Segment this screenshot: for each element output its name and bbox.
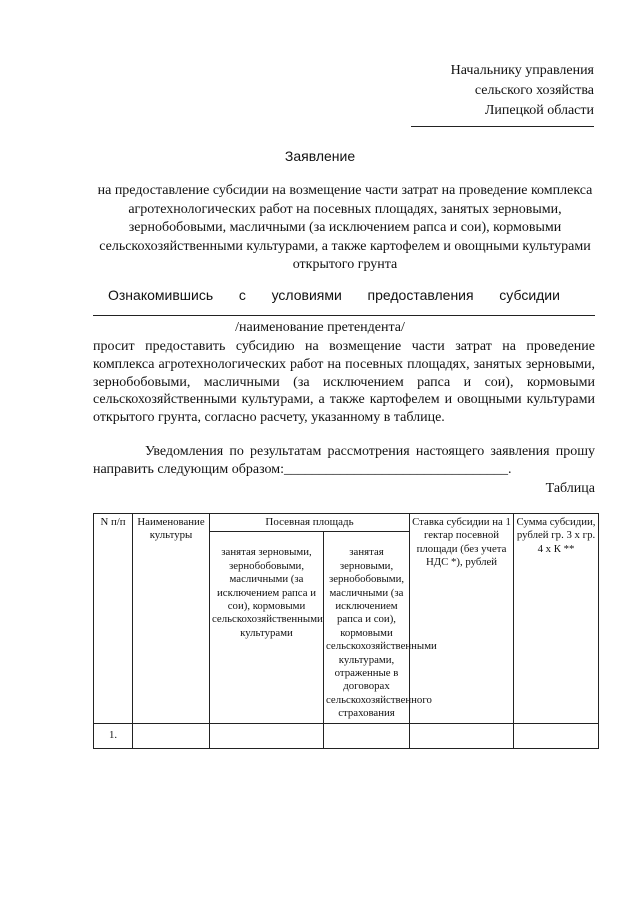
acquainted-word-4: предоставления xyxy=(367,287,474,303)
acquainted-word-3: условиями xyxy=(271,287,342,303)
document-title: Заявление xyxy=(284,148,356,164)
applicant-caption: /наименование претендента/ xyxy=(235,320,405,335)
header-crop-name: Наименование культуры xyxy=(133,514,210,724)
acquainted-word-2: с xyxy=(238,287,246,303)
notification-paragraph xyxy=(93,443,595,479)
table-cell-crop-input[interactable] xyxy=(133,723,210,748)
request-paragraph: просит предоставить субсидию на возмещение части затрат на проведение комплекса агротехнологических работ на посевных площадях, занятых зерновыми, зернобобовыми, масличными (за исключением рапса и сои), кормовыми сельскохозяйственными культурами, а также картофелем и овощными культурами открытого грунта, согласно расчету, указанному в таблице. xyxy=(93,339,595,426)
addressee-line-2: сельского хозяйства xyxy=(474,83,594,98)
addressee-block xyxy=(451,61,594,121)
header-area-insured: занятая зерновыми, зернобобовыми, масличными (за исключением рапса и сои), кормовыми сельскохозяйственными культурами, отраженные в договорах сельскохозяйственного страхования xyxy=(324,532,410,723)
header-sown-area: Посевная площадь xyxy=(210,514,410,532)
table-cell-num: 1. xyxy=(94,723,133,748)
table-cell-rate-input[interactable] xyxy=(410,723,514,748)
subsidy-table xyxy=(93,513,599,749)
header-subsidy-sum: Сумма субсидии, рублей гр. 3 x гр. 4 x К ** xyxy=(514,514,599,724)
addressee-signature-line xyxy=(411,126,594,127)
notification-text: Уведомления по результатам рассмотрения настоящего заявления прошу направить следующим образом: xyxy=(93,444,595,477)
document-subtitle: на предоставление субсидии на возмещение части затрат на проведение комплекса агротехнологических работ на посевных площадях, занятых зерновыми, зернобобовыми, масличными (за исключением рапса и сои), кормовыми сельскохозяйственными культурами, а также картофелем и овощными культурами открытого грунта xyxy=(97,183,593,272)
notification-end: . xyxy=(508,461,512,477)
header-num: N п/п xyxy=(94,514,133,724)
notification-blank: ________________________________ xyxy=(284,461,509,477)
table-header-row xyxy=(94,514,599,532)
header-subsidy-rate: Ставка субсидии на 1 гектар посевной площади (без учета НДС *), рублей xyxy=(410,514,514,724)
table-cell-area-b-input[interactable] xyxy=(324,723,410,748)
applicant-fill-line xyxy=(93,315,595,316)
table-cell-area-a-input[interactable] xyxy=(210,723,324,748)
table-caption: Таблица xyxy=(545,481,595,496)
acquainted-word-5: субсидии xyxy=(499,287,560,303)
addressee-line-1: Начальнику управления xyxy=(450,63,594,78)
header-area-occupied: занятая зерновыми, зернобобовыми, масличными (за исключением рапса и сои), кормовыми сельскохозяйственными культурами xyxy=(210,532,324,723)
acquainted-line xyxy=(108,287,560,303)
table-cell-sum-input[interactable] xyxy=(514,723,599,748)
addressee-line-3: Липецкой области xyxy=(484,103,594,118)
acquainted-word-1: Ознакомившись xyxy=(108,287,214,303)
table-row xyxy=(94,723,599,748)
